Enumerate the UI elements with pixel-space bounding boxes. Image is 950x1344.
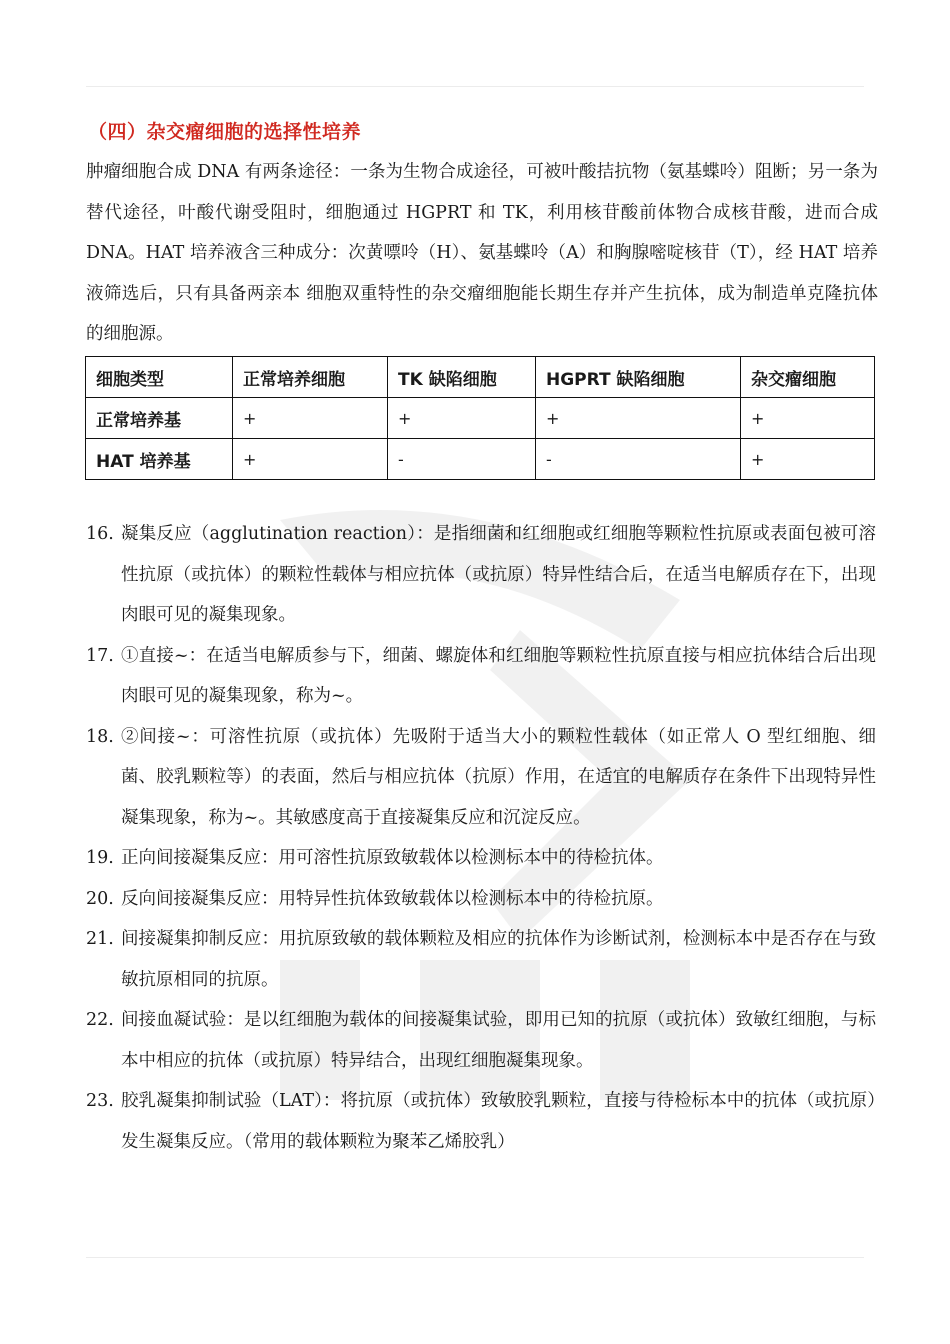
- table-cell: +: [741, 398, 875, 439]
- definition-item: [86, 636, 876, 717]
- table-header-row: [86, 357, 875, 398]
- item-text: 反向间接凝集反应：用特异性抗体致敏载体以检测标本中的待检抗原。: [121, 888, 664, 909]
- definition-item: [86, 1081, 876, 1162]
- table-header-cell: 细胞类型: [86, 357, 233, 398]
- item-number: 17.: [86, 645, 114, 666]
- item-text: ②间接~：可溶性抗原（或抗体）先吸附于适当大小的颗粒性载体（如正常人 O 型红细胞、细菌、胶乳颗粒等）的表面，然后与相应抗体（抗原）作用，在适宜的电解质存在条件下出现特异性凝集现象，称为~。其敏感度高于直接凝集反应和沉淀反应。: [121, 726, 876, 828]
- top-divider: [86, 86, 864, 87]
- item-text: 胶乳凝集抑制试验（LAT）：将抗原（或抗体）致敏胶乳颗粒，直接与待检标本中的抗体（或抗原）发生凝集反应。（常用的载体颗粒为聚苯乙烯胶乳）: [121, 1091, 876, 1152]
- table-cell: +: [233, 398, 388, 439]
- item-number: 20.: [86, 888, 114, 909]
- definition-item: [86, 879, 876, 920]
- definition-item: [86, 717, 876, 839]
- item-text: 间接血凝试验：是以红细胞为载体的间接凝集试验，即用已知的抗原（或抗体）致敏红细胞，与标本中相应的抗体（或抗原）特异结合，出现红细胞凝集现象。: [121, 1010, 876, 1071]
- table-header-cell: HGPRT 缺陷细胞: [536, 357, 741, 398]
- item-number: 21.: [86, 929, 114, 949]
- definition-item: [86, 838, 876, 879]
- item-text: ①直接~：在适当电解质参与下，细菌、螺旋体和红细胞等颗粒性抗原直接与相应抗体结合后出现肉眼可见的凝集现象，称为~。: [121, 645, 876, 706]
- culture-comparison-table: [85, 356, 875, 480]
- item-number: 16.: [86, 524, 114, 544]
- table-cell: +: [388, 398, 536, 439]
- table-header-cell: TK 缺陷细胞: [388, 357, 536, 398]
- item-text: 凝集反应（agglutination reaction）：是指细菌和红细胞或红细胞等颗粒性抗原或表面包被可溶性抗原（或抗体）的颗粒性载体与相应抗体（或抗原）特异性结合后，在适当电解质存在下，出现肉眼可见的凝集现象。: [121, 524, 876, 625]
- table-cell: +: [536, 398, 741, 439]
- definition-item: [86, 919, 876, 1000]
- item-text: 间接凝集抑制反应：用抗原致敏的载体颗粒及相应的抗体作为诊断试剂，检测标本中是否存在与致敏抗原相同的抗原。: [121, 929, 876, 990]
- section-title: （四）杂交瘤细胞的选择性培养: [88, 121, 362, 143]
- item-number: 19.: [86, 848, 114, 868]
- item-number: 22.: [86, 1010, 114, 1030]
- table-row-label: HAT 培养基: [86, 439, 233, 480]
- table-row: [86, 439, 875, 480]
- table-cell: +: [741, 439, 875, 480]
- table-cell: +: [233, 439, 388, 480]
- table-row-label: 正常培养基: [86, 398, 233, 439]
- definition-item: [86, 1000, 876, 1081]
- intro-paragraph: 肿瘤细胞合成 DNA 有两条途径：一条为生物合成途径，可被叶酸拮抗物（氨基蝶呤）阻断；另一条为替代途径，叶酸代谢受阻时，细胞通过 HGPRT 和 TK，利用核苷酸前体物合成核苷酸，进而合成 DNA。HAT 培养液含三种成分：次黄嘌呤（H）、氨基蝶呤（A）和胸腺嘧啶核苷（T），经 HAT 培养液筛选后，只有具备两亲本 细胞双重特性的杂交瘤细胞能长期生存并产生抗体，成为制造单克隆抗体的细胞源。: [86, 162, 878, 344]
- item-number: 18.: [86, 726, 114, 747]
- definition-list: [86, 514, 876, 1162]
- bottom-divider: [86, 1257, 864, 1258]
- table-header-cell: 杂交瘤细胞: [741, 357, 875, 398]
- item-number: 23.: [86, 1091, 114, 1111]
- item-text: 正向间接凝集反应：用可溶性抗原致敏载体以检测标本中的待检抗体。: [121, 848, 664, 868]
- table-cell: -: [536, 439, 741, 480]
- table-header-cell: 正常培养细胞: [233, 357, 388, 398]
- definition-item: [86, 514, 876, 636]
- table-row: [86, 398, 875, 439]
- table-cell: -: [388, 439, 536, 480]
